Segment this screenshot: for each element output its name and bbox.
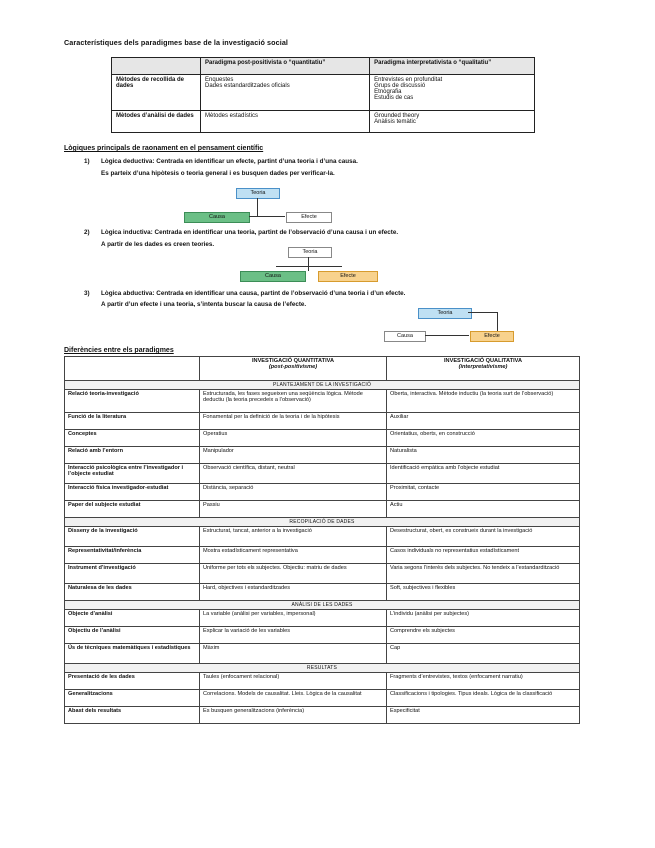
quantitative-cell: Es busquen generalitzacions (inferència): [200, 707, 387, 724]
logic-2-effect-box: Efecte: [318, 271, 378, 282]
qualitative-cell: Especificitat: [387, 707, 580, 724]
qualitative-cell: Cap: [387, 644, 580, 664]
table-row: [65, 610, 580, 627]
quantitative-cell: Uniforme per tots els subjectes. Objectiu: matriu de dades: [200, 564, 387, 584]
section-band: [65, 601, 580, 610]
quantitative-cell: Màxim: [200, 644, 387, 664]
quantitative-cell: Explicar la variació de les variables: [200, 627, 387, 644]
row-label: Relació amb l’entorn: [65, 447, 200, 464]
row-label: Objecte d’anàlisi: [65, 610, 200, 627]
qualitative-cell: Comprendre els subjectes: [387, 627, 580, 644]
row-label: Interacció psicològica entre l’investigador i l’objecte estudiat: [65, 464, 200, 484]
table1-row-label: Mètodes de recollida de dades: [112, 75, 201, 111]
logic-3-connector-vertical: [497, 312, 498, 332]
logic-3-cause-box: Causa: [384, 331, 426, 342]
table-row: [65, 644, 580, 664]
logic-3-arrow: [425, 335, 469, 336]
section-band: [65, 381, 580, 390]
section-band: [65, 518, 580, 527]
logic-1-effect-box: Efecte: [286, 212, 332, 223]
quantitative-cell: Correlacions. Models de causalitat. Lleis. Lògica de la causalitat: [200, 690, 387, 707]
section-band-label: ANÀLISI DE LES DADES: [65, 601, 580, 610]
logic-2-theory-box: Teoria: [288, 247, 332, 258]
row-label: Abast dels resultats: [65, 707, 200, 724]
table-row: [65, 690, 580, 707]
row-label: Relació teoria-investigació: [65, 390, 200, 413]
qualitative-cell: Orientatius, oberts, en construcció: [387, 430, 580, 447]
table2-header-empty: [65, 357, 200, 381]
row-label: Conceptes: [65, 430, 200, 447]
section-band-label: RECOPILACIÓ DE DADES: [65, 518, 580, 527]
logic-1-theory-box: Teoria: [236, 188, 280, 199]
page-title: Característiques dels paradigmes base de la investigació social: [64, 38, 289, 47]
qualitative-cell: Oberta, interactiva. Mètode inductiu (la teoria surt de l’observació): [387, 390, 580, 413]
section-band-label: RESULTATS: [65, 664, 580, 673]
logic-1-cause-box: Causa: [184, 212, 250, 223]
logic-2-connector: [308, 257, 309, 271]
logic-heading: Lògiques principals de raonament en el pensament científic: [64, 145, 264, 152]
section-band: [65, 664, 580, 673]
quantitative-cell: Observació científica, distant, neutral: [200, 464, 387, 484]
section-band-label: PLANTEJAMENT DE LA INVESTIGACIÓ: [65, 381, 580, 390]
quantitative-cell: Fonamental per la definició de la teoria i de la hipòtesis: [200, 413, 387, 430]
table-row: [65, 673, 580, 690]
table2-header-qual: INVESTIGACIÓ QUALITATIVA (interpretativisme): [387, 357, 580, 381]
quantitative-cell: Passiu: [200, 501, 387, 518]
row-label: Disseny de la investigació: [65, 527, 200, 547]
qualitative-cell: Varia segons l’interès dels subjectes. No tendeix a l’estandardització: [387, 564, 580, 584]
logic-2-arrow: [276, 266, 342, 267]
row-label: Objectiu de l’anàlisi: [65, 627, 200, 644]
table1-cell: Entrevistes en profunditat Grups de discussió Etnografia Estudis de cas: [370, 75, 535, 111]
quantitative-cell: Distància, separació: [200, 484, 387, 501]
qualitative-cell: Desestructurat, obert, es construeix durant la investigació: [387, 527, 580, 547]
logic-3-theory-box: Teoria: [418, 308, 472, 319]
logic-1-line1: Lògica deductiva: Centrada en identificar un efecte, partint d’una teoria i d’una causa.: [101, 158, 358, 165]
row-label: Instrument d’investigació: [65, 564, 200, 584]
differences-heading: Diferències entre els paradigmes: [64, 347, 174, 354]
row-label: Presentació de les dades: [65, 673, 200, 690]
logic-1-arrow: [249, 216, 285, 217]
logic-2-number: 2): [84, 229, 90, 236]
qualitative-cell: Proximitat, contacte: [387, 484, 580, 501]
row-label: Naturalesa de les dades: [65, 584, 200, 601]
table-row: [65, 501, 580, 518]
logic-3-number: 3): [84, 290, 90, 297]
row-label: Representativitat/inferència: [65, 547, 200, 564]
table-row: [65, 707, 580, 724]
table1-header-empty: [112, 58, 201, 75]
row-label: Interacció física investigador-estudiat: [65, 484, 200, 501]
qualitative-cell: Fragments d’entrevistes, textos (enfocament narratiu): [387, 673, 580, 690]
table-row: [65, 484, 580, 501]
qualitative-cell: Identificació empàtica amb l’objecte estudiat: [387, 464, 580, 484]
quantitative-cell: Estructurat, tancat, anterior a la investigació: [200, 527, 387, 547]
logic-1-connector: [257, 198, 258, 216]
qualitative-cell: L’individu (anàlisi per subjectes): [387, 610, 580, 627]
row-label: Ús de tècniques matemàtiques i estadístiques: [65, 644, 200, 664]
table-row: [65, 584, 580, 601]
logic-2-line1: Lògica inductiva: Centrada en identificar una teoria, partint de l’observació d’una causa i un efecte.: [101, 229, 399, 236]
quantitative-cell: Hard, objectives i estandarditzades: [200, 584, 387, 601]
qualitative-cell: Actiu: [387, 501, 580, 518]
quantitative-cell: Estructurada, les fases segueixen una seqüència lògica. Mètode deductiu (la teoria precedeix a l’observació): [200, 390, 387, 413]
table-row: [65, 564, 580, 584]
quantitative-cell: La variable (anàlisi per variables, impersonal): [200, 610, 387, 627]
table1-cell: Grounded theory Anàlisis temàtic: [370, 111, 535, 133]
paradigms-table: [111, 57, 535, 133]
table1-cell: Enquestes Dades estandarditzades oficials: [201, 75, 370, 111]
qualitative-cell: Soft, subjectives i flexibles: [387, 584, 580, 601]
logic-3-line1: Lògica abductiva: Centrada en identificar una causa, partint de l’observació d’una teoria i d’un efecte.: [101, 290, 406, 297]
table-row: [65, 430, 580, 447]
table-row: [65, 390, 580, 413]
row-label: Paper del subjecte estudiat: [65, 501, 200, 518]
table1-header-quant: Paradigma post-positivista o “quantitatiu”: [201, 58, 370, 75]
logic-2-cause-box: Causa: [240, 271, 306, 282]
row-label: Generalitzacions: [65, 690, 200, 707]
quantitative-cell: Operatius: [200, 430, 387, 447]
logic-3-connector: [468, 312, 498, 313]
quantitative-cell: Mostra estadísticament representativa: [200, 547, 387, 564]
table-row: [65, 627, 580, 644]
table2-header-quant: INVESTIGACIÓ QUANTITATIVA (post-positivisme): [200, 357, 387, 381]
table1-row-label: Mètodes d’anàlisi de dades: [112, 111, 201, 133]
table-row: [65, 413, 580, 430]
table-row: [65, 527, 580, 547]
qualitative-cell: Naturalista: [387, 447, 580, 464]
qualitative-cell: Auxiliar: [387, 413, 580, 430]
table-row: [65, 447, 580, 464]
qualitative-cell: Classificacions i tipologies. Tipus ideals. Lògica de la classificació: [387, 690, 580, 707]
differences-table: [64, 356, 580, 724]
table1-header-qual: Paradigma interpretativista o “qualitatiu”: [370, 58, 535, 75]
logic-1-line2: Es parteix d’una hipòtesis o teoria general i es busquen dades per verificar-la.: [101, 170, 335, 177]
logic-1-number: 1): [84, 158, 90, 165]
logic-3-line2: A partir d’un efecte i una teoria, s’intenta buscar la causa de l’efecte.: [101, 301, 307, 308]
qualitative-cell: Casos individuals no representatius estadísticament: [387, 547, 580, 564]
logic-3-effect-box: Efecte: [470, 331, 514, 342]
row-label: Funció de la literatura: [65, 413, 200, 430]
table-row: [65, 547, 580, 564]
table-row: [65, 464, 580, 484]
quantitative-cell: Manipulador: [200, 447, 387, 464]
quantitative-cell: Taules (enfocament relacional): [200, 673, 387, 690]
logic-2-line2: A partir de les dades es creen teories.: [101, 241, 215, 248]
table1-cell: Mètodes estadístics: [201, 111, 370, 133]
